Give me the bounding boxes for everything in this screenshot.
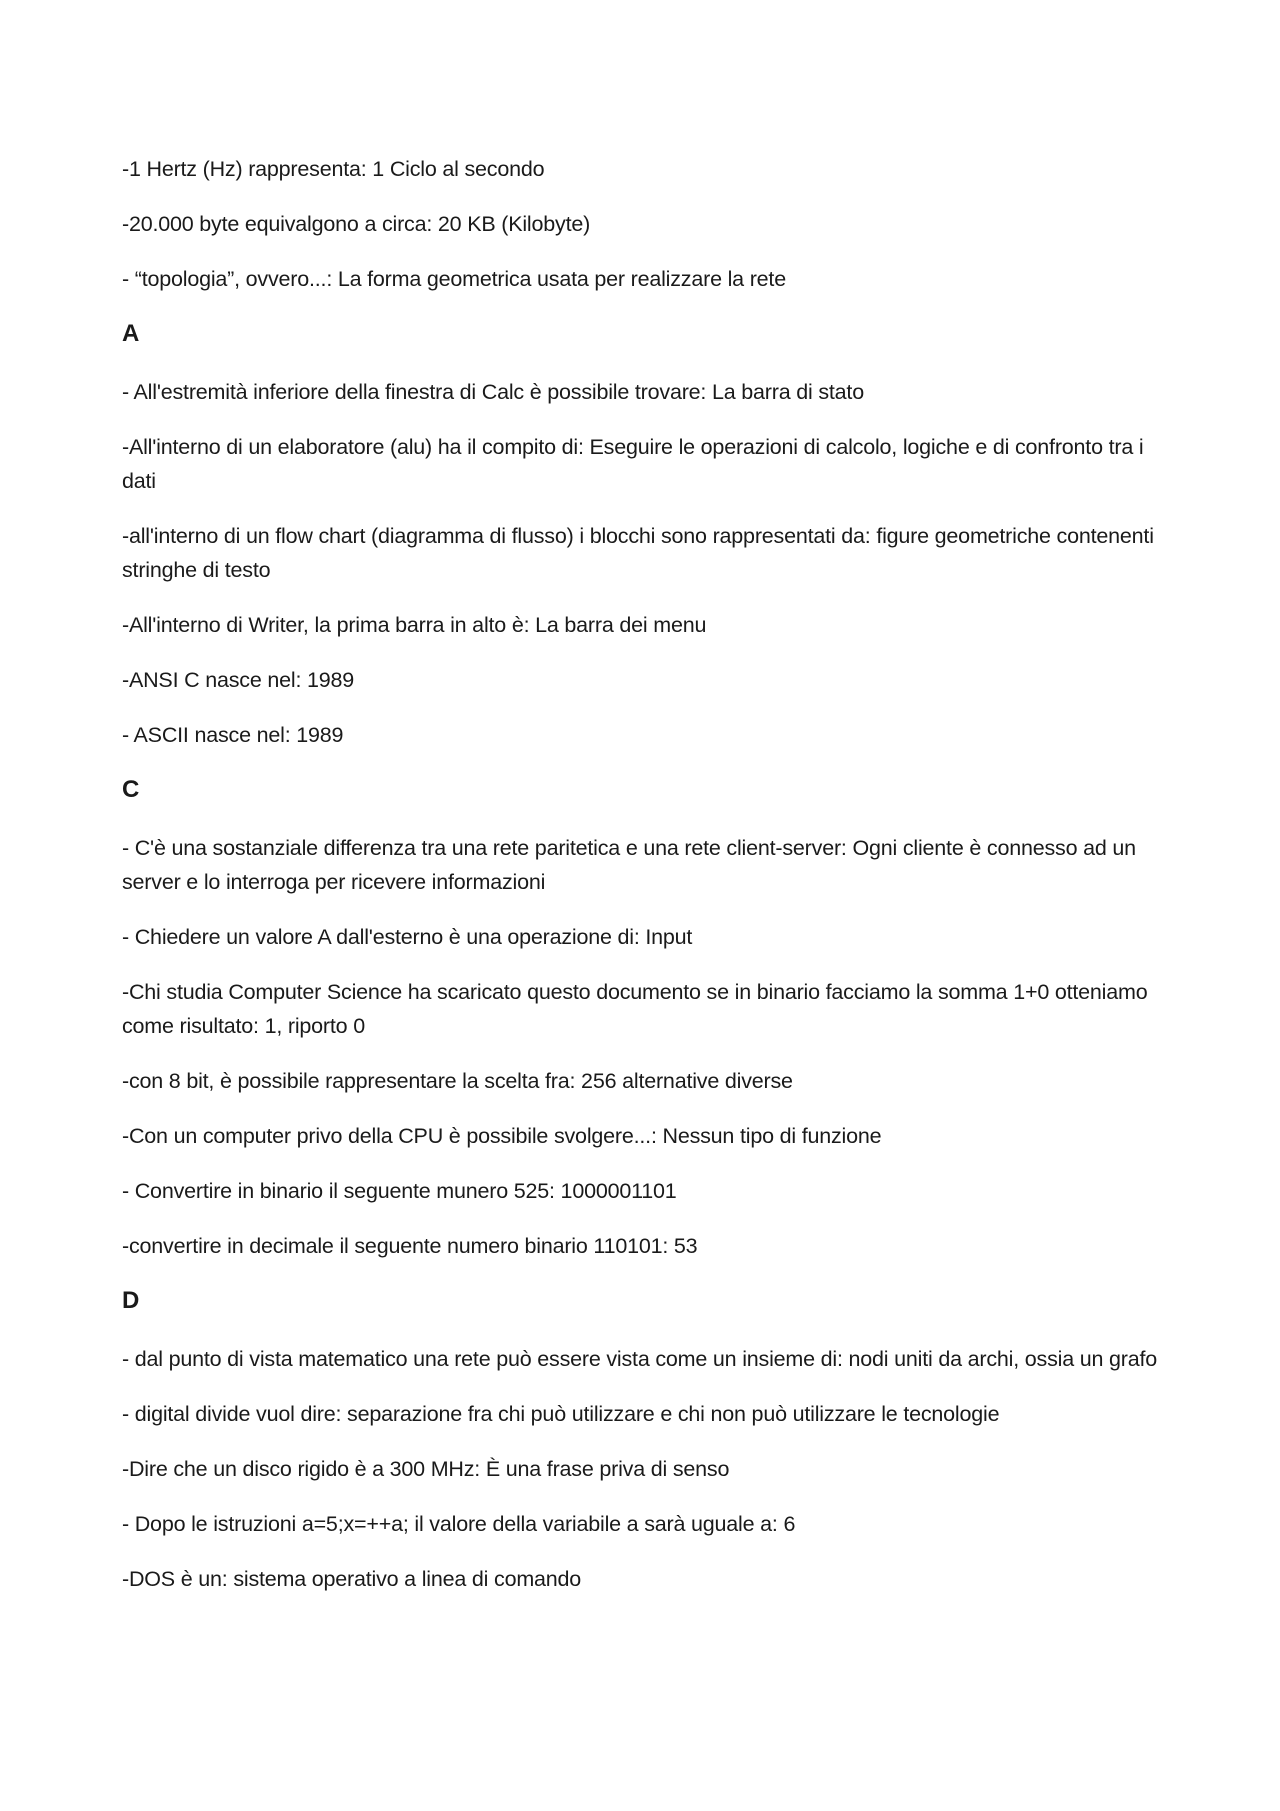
text-line: -20.000 byte equivalgono a circa: 20 KB (Kilobyte) bbox=[122, 212, 591, 236]
text-line: -1 Hertz (Hz) rappresenta: 1 Ciclo al secondo bbox=[122, 157, 545, 181]
section-c bbox=[122, 773, 1162, 1263]
text-line: - Dopo le istruzioni a=5;x=++a; il valore della variabile a sarà uguale a: 6 bbox=[122, 1512, 796, 1536]
text-line: -ANSI C nasce nel: 1989 bbox=[122, 668, 355, 692]
text-line: -All'interno di Writer, la prima barra in alto è: La barra dei menu bbox=[122, 613, 707, 637]
section-d bbox=[122, 1284, 1162, 1596]
text-line: - C'è una sostanziale differenza tra una rete paritetica e una rete client-server: Ogni cliente è connesso ad un server e lo interroga per ricevere informazioni bbox=[122, 836, 1136, 894]
section-heading: C bbox=[122, 776, 140, 803]
text-line: - Convertire in binario il seguente munero 525: 1000001101 bbox=[122, 1179, 677, 1203]
text-line: -con 8 bit, è possibile rappresentare la scelta fra: 256 alternative diverse bbox=[122, 1069, 793, 1093]
text-line: - ASCII nasce nel: 1989 bbox=[122, 723, 344, 747]
section-heading: A bbox=[122, 320, 140, 347]
text-line: -Con un computer privo della CPU è possibile svolgere...: Nessun tipo di funzione bbox=[122, 1124, 882, 1148]
section-heading: D bbox=[122, 1287, 140, 1314]
text-line: -DOS è un: sistema operativo a linea di comando bbox=[122, 1567, 582, 1591]
text-line: -Dire che un disco rigido è a 300 MHz: È una frase priva di senso bbox=[122, 1457, 730, 1481]
text-line: -convertire in decimale il seguente numero binario 110101: 53 bbox=[122, 1234, 698, 1258]
text-line: - “topologia”, ovvero...: La forma geometrica usata per realizzare la rete bbox=[122, 267, 786, 291]
intro-section bbox=[122, 152, 1162, 296]
text-line: -Chi studia Computer Science ha scaricato questo documento se in binario facciamo la somma 1+0 otteniamo come risultato: 1, riporto 0 bbox=[122, 980, 1148, 1038]
text-line: -all'interno di un flow chart (diagramma di flusso) i blocchi sono rappresentati da: figure geometriche contenenti stringhe di testo bbox=[122, 524, 1154, 582]
text-line: - All'estremità inferiore della finestra di Calc è possibile trovare: La barra di stato bbox=[122, 380, 864, 404]
text-line: - dal punto di vista matematico una rete può essere vista come un insieme di: nodi uniti da archi, ossia un grafo bbox=[122, 1347, 1158, 1371]
text-line: - digital divide vuol dire: separazione fra chi può utilizzare e chi non può utilizzare le tecnologie bbox=[122, 1402, 1000, 1426]
section-a bbox=[122, 317, 1162, 752]
text-line: -All'interno di un elaboratore (alu) ha il compito di: Eseguire le operazioni di calcolo, logiche e di confronto tra i dati bbox=[122, 435, 1144, 493]
document-page bbox=[122, 152, 1162, 1617]
text-line: - Chiedere un valore A dall'esterno è una operazione di: Input bbox=[122, 925, 693, 949]
